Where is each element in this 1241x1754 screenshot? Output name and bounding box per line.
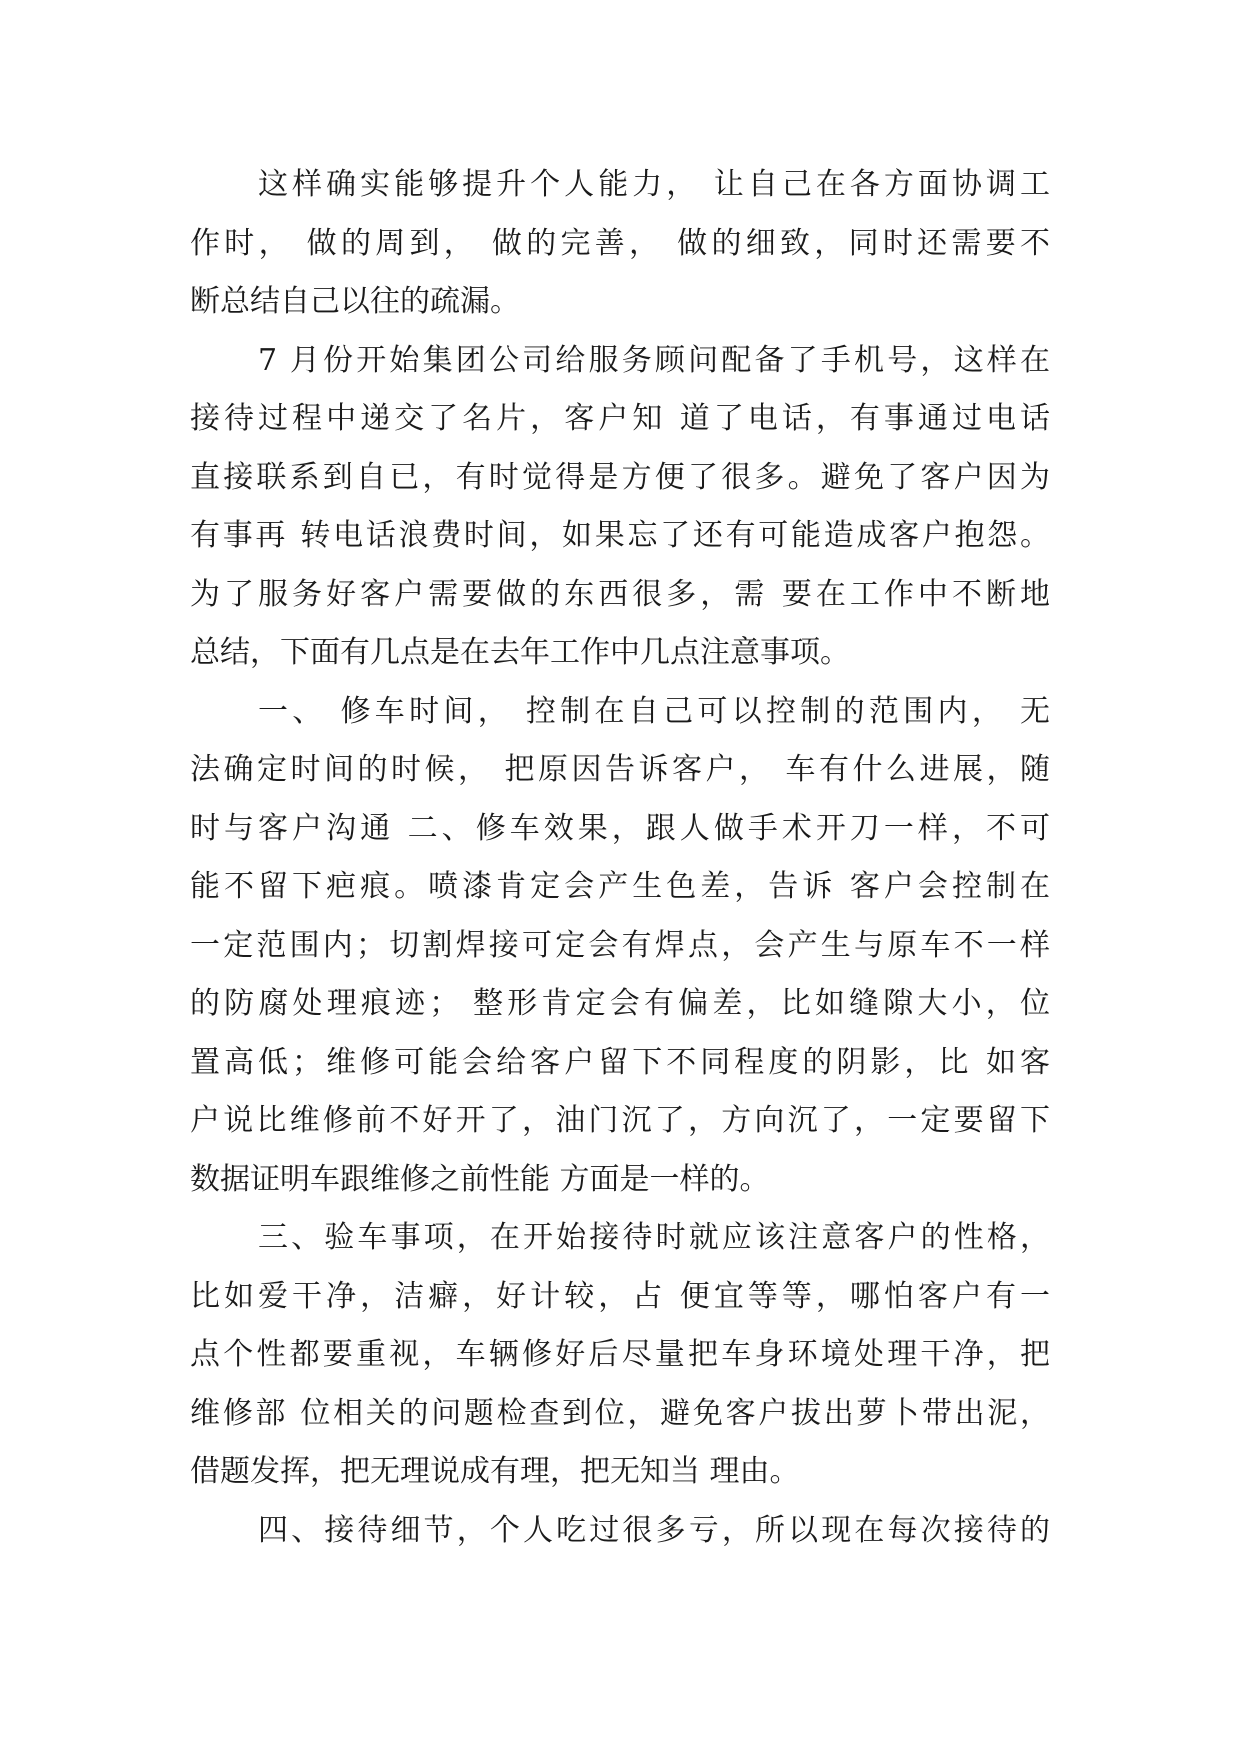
- text-line: 一、 修车时间， 控制在自己可以控制的范围内， 无: [258, 693, 1050, 729]
- text-line: 时与客户沟通 二、修车效果，跟人做手术开刀一样，不可: [190, 810, 1050, 846]
- text-line: 这样确实能够提升个人能力， 让自己在各方面协调工: [258, 167, 1050, 202]
- text-line: 一定范围内；切割焊接可定会有焊点，会产生与原车不一样: [190, 927, 1050, 963]
- text-line: 法确定时间的时候， 把原因告诉客户， 车有什么进展，随: [190, 752, 1050, 787]
- text-line: 直接联系到自已，有时觉得是方便了很多。避免了客户因为: [190, 459, 1050, 495]
- text-line: 7 月份开始集团公司给服务顾问配备了手机号，这样在: [258, 342, 1050, 378]
- text-line: 为了服务好客户需要做的东西很多，需 要在工作中不断地: [190, 576, 1050, 612]
- text-line: 四、接待细节，个人吃过很多亏，所以现在每次接待的: [258, 1512, 1050, 1548]
- text-line: 总结，下面有几点是在去年工作中几点注意事项。: [190, 635, 850, 670]
- text-line: 作时， 做的周到， 做的完善， 做的细致，同时还需要不: [190, 225, 1050, 261]
- text-line: 能不留下疤痕。喷漆肯定会产生色差，告诉 客户会控制在: [190, 869, 1050, 904]
- text-line: 点个性都要重视，车辆修好后尽量把车身环境处理干净，把: [190, 1337, 1050, 1372]
- text-line: 维修部 位相关的问题检查到位，避免客户拔出萝卜带出泥，: [190, 1395, 1050, 1431]
- text-line: 有事再 转电话浪费时间，如果忘了还有可能造成客户抱怨。: [190, 518, 1050, 553]
- text-line: 断总结自己以往的疏漏。: [190, 284, 520, 319]
- text-line: 的防腐处理痕迹； 整形肯定会有偏差，比如缝隙大小，位: [190, 986, 1050, 1021]
- text-line: 比如爱干净，洁癖，好计较，占 便宜等等，哪怕客户有一: [190, 1278, 1050, 1314]
- text-line: 户说比维修前不好开了，油门沉了，方向沉了，一定要留下: [190, 1103, 1050, 1138]
- text-line: 借题发挥，把无理说成有理，把无知当 理由。: [190, 1454, 800, 1489]
- body-text: [190, 156, 1050, 1560]
- text-line: 数据证明车跟维修之前性能 方面是一样的。: [190, 1161, 770, 1197]
- text-line: 三、验车事项，在开始接待时就应该注意客户的性格，: [258, 1220, 1050, 1255]
- text-line: 接待过程中递交了名片，客户知 道了电话，有事通过电话: [190, 401, 1050, 436]
- text-line: 置高低；维修可能会给客户留下不同程度的阴影，比 如客: [190, 1044, 1050, 1080]
